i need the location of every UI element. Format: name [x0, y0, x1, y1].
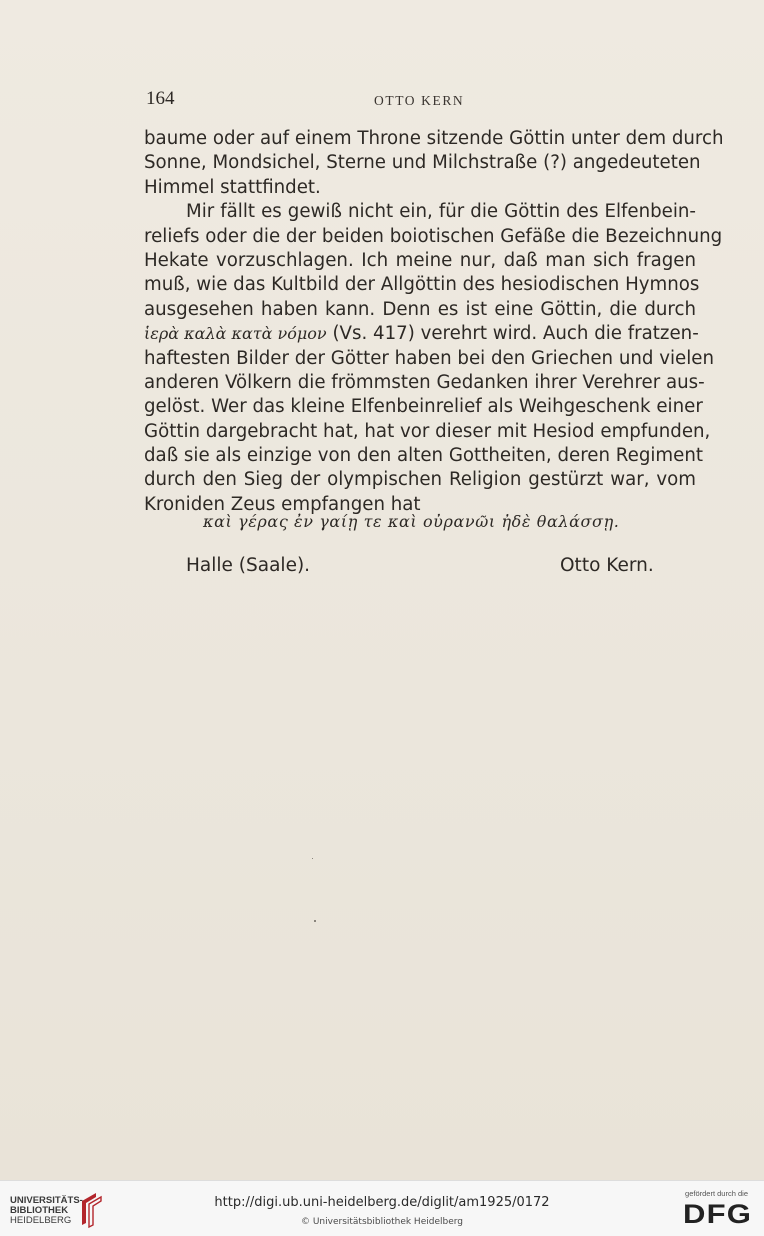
page-number: 164 [146, 88, 175, 109]
signature-author: Otto Kern. [560, 555, 654, 576]
text-line: Mir fällt es gewiß nicht ein, für die Göttin des Elfenbein- [186, 201, 696, 223]
footer-url-link[interactable]: http://digi.ub.uni-heidelberg.de/diglit/am1925/0172 [214, 1195, 550, 1210]
text-line: Kroniden Zeus empfangen hat [144, 493, 421, 515]
greek-quote: καὶ γέρας ἐν γαίῃ τε καὶ οὐρανῶι ἠδὲ θαλάσσῃ. [203, 512, 620, 531]
library-name-line: BIBLIOTHEK [10, 1205, 69, 1216]
funding-caption: gefördert durch die [685, 1189, 748, 1198]
paper-speck [314, 920, 316, 922]
greek-phrase: ἱερὰ καλὰ κατὰ νόμον [144, 324, 327, 344]
text-line: daß sie als einzige von den alten Gottheiten, deren Regiment [144, 445, 703, 467]
text-line: haftesten Bilder der Götter haben bei den Griechen und vielen [144, 347, 715, 369]
text-line: Himmel stattfindet. [144, 176, 321, 198]
library-name-line: HEIDELBERG [10, 1215, 72, 1226]
text-line: gelöst. Wer das kleine Elfenbeinrelief als Weihgeschenk einer [144, 396, 703, 418]
paper-speck [312, 858, 313, 859]
text-line: Sonne, Mondsichel, Sterne und Milchstraße (?) angedeuteten [144, 152, 701, 174]
footer-bar [0, 1180, 764, 1236]
text-line: Hekate vorzuschlagen. Ich meine nur, daß man sich fragen [144, 249, 696, 271]
text-line-rest: (Vs. 417) verehrt wird. Auch die fratzen- [332, 323, 699, 345]
text-line [144, 322, 699, 346]
body-text [144, 127, 724, 517]
dfg-logo: DFG [683, 1199, 752, 1229]
signature-place: Halle (Saale). [186, 555, 311, 576]
running-head: OTTO KERN [374, 93, 465, 108]
library-name-line: UNIVERSITÄTS- [10, 1195, 83, 1206]
page-header [146, 88, 630, 114]
text-line: durch den Sieg der olympischen Religion gestürzt war, vom [144, 469, 696, 491]
text-line: muß, wie das Kultbild der Allgöttin des hesiodischen Hymnos [144, 274, 700, 296]
footer-copyright: © Universitätsbibliothek Heidelberg [300, 1217, 463, 1227]
text-line: ausgesehen haben kann. Denn es ist eine Göttin, die durch [144, 298, 696, 320]
text-line: baume oder auf einem Throne sitzende Göttin unter dem durch [144, 128, 724, 149]
text-line: anderen Völkern die frömmsten Gedanken ihrer Verehrer aus- [144, 371, 705, 393]
text-line: Göttin dargebracht hat, hat vor dieser mit Hesiod empfunden, [144, 420, 711, 442]
text-line: reliefs oder die der beiden boiotischen Gefäße die Bezeichnung [144, 225, 723, 247]
